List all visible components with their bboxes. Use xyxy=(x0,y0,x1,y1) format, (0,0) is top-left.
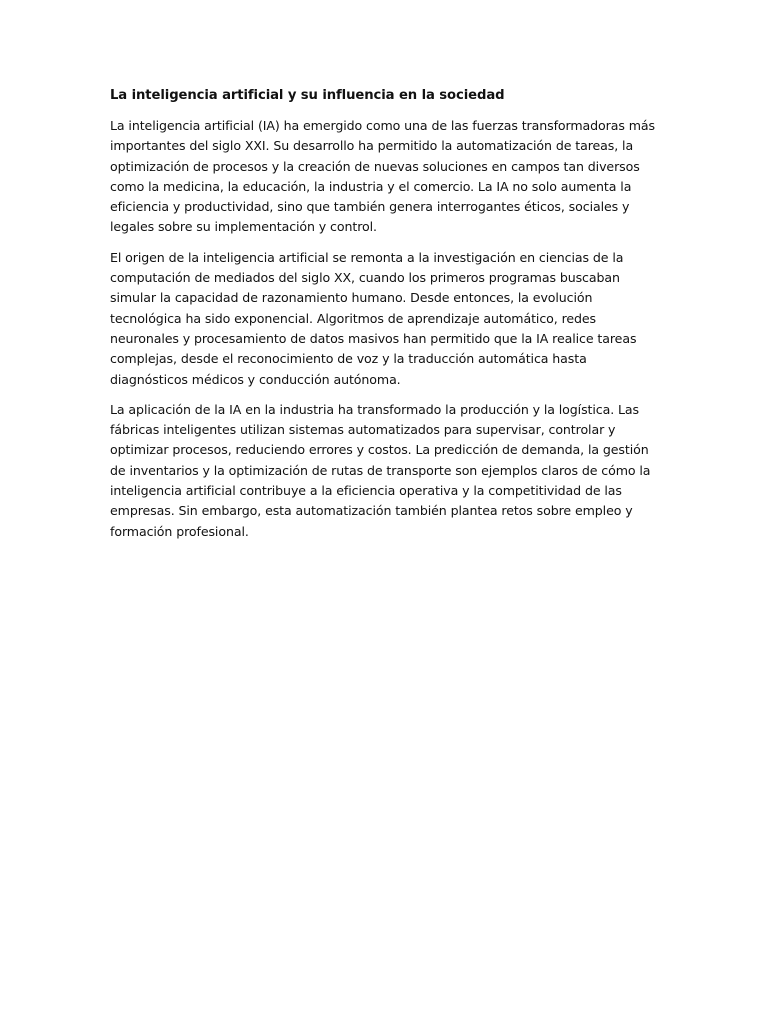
document-title: La inteligencia artificial y su influencia en la sociedad xyxy=(110,88,505,103)
paragraph-2: El origen de la inteligencia artificial se remonta a la investigación en ciencias de la computación de mediados del siglo XX, cuando los primeros programas buscaban simular la capacidad de razonamiento humano. Desde entonces, la evolución tecnológica ha sido exponencial. Algoritmos de aprendizaje automático, redes neuronales y procesamiento de datos masivos han permitido que la IA realice tareas complejas, desde el reconocimiento de voz y la traducción automática hasta diagnósticos médicos y conducción autónoma. xyxy=(110,249,637,387)
paragraph-1: La inteligencia artificial (IA) ha emergido como una de las fuerzas transformadoras más importantes del siglo XXI. Su desarrollo ha permitido la automatización de tareas, la optimización de procesos y la creación de nuevas soluciones en campos tan diversos como la medicina, la educación, la industria y el comercio. La IA no solo aumenta la eficiencia y productividad, sino que también genera interrogantes éticos, sociales y legales sobre su implementación y control. xyxy=(110,118,655,235)
document-body xyxy=(110,86,658,552)
paragraph-3: La aplicación de la IA en la industria ha transformado la producción y la logística. Las fábricas inteligentes utilizan sistemas automatizados para supervisar, controlar y optimizar procesos, reduciendo errores y costos. La predicción de demanda, la gestión de inventarios y la optimización de rutas de transporte son ejemplos claros de cómo la inteligencia artificial contribuye a la eficiencia operativa y la competitividad de las empresas. Sin embargo, esta automatización también plantea retos sobre empleo y formación profesional. xyxy=(110,401,651,539)
